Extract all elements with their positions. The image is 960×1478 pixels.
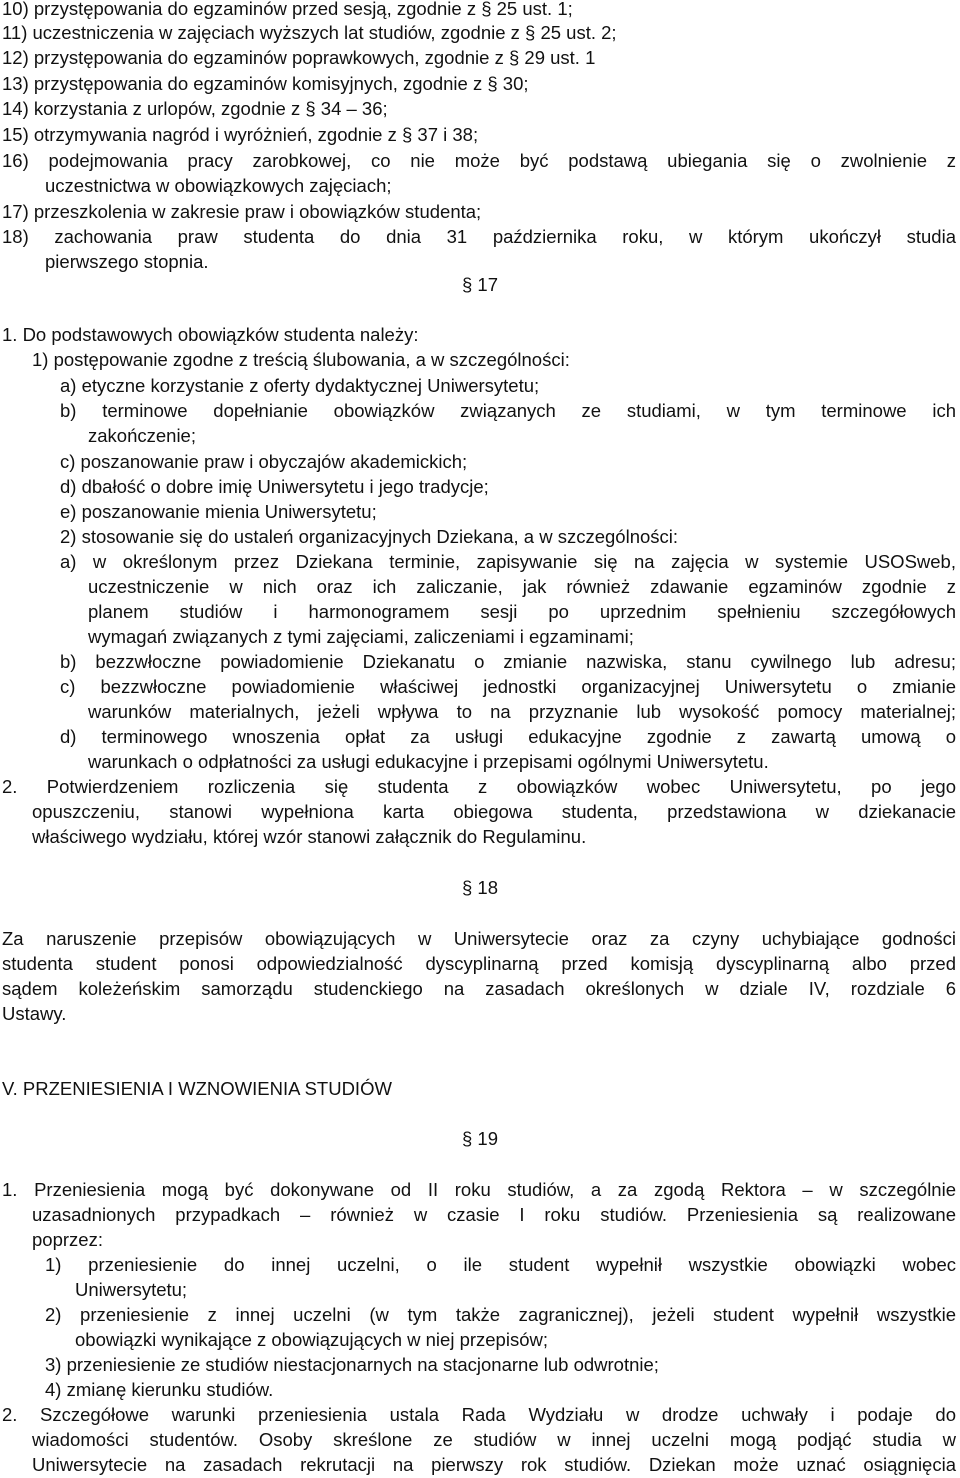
- paragraph-19-1-cont: uzasadnionych przypadkach – również w czasie I roku studiów. Przeniesienia są realizowane: [32, 1204, 956, 1225]
- list-item-2c-cont: warunków materialnych, jeżeli wpływa to na przyznanie lub wysokość pomocy materialnej;: [88, 701, 956, 722]
- list-item-11: 11) uczestniczenia w zajęciach wyższych lat studiów, zgodnie z § 25 ust. 2;: [2, 22, 617, 43]
- paragraph-19-2-cont: Uniwersytecie na zasadach rekrutacji na pierwszy rok studiów. Dziekan może uznać osiągnięcia: [32, 1454, 956, 1475]
- paragraph-18-cont: Ustawy.: [2, 1003, 67, 1024]
- paragraph-19-2: 2. Szczegółowe warunki przeniesienia ustala Rada Wydziału w drodze uchwały i podaje do: [2, 1404, 956, 1425]
- section-heading-19: § 19: [461, 1128, 498, 1149]
- list-item-2a-cont: uczestniczenie w nich oraz ich zaliczanie, jak również zdawanie egzaminów zgodnie z: [88, 576, 956, 597]
- list-item-c: c) poszanowanie praw i obyczajów akademickich;: [60, 451, 468, 472]
- list-item-19-2: 2) przeniesienie z innej uczelni (w tym także zagranicznej), jeżeli student wypełnił wszystkie: [45, 1304, 956, 1325]
- paragraph-19-2-cont: wiadomości studentów. Osoby skreślone ze studiów w innej uczelni mogą podjąć studia w: [32, 1429, 956, 1450]
- list-item-2c: c) bezzwłoczne powiadomienie właściwej jednostki organizacyjnej Uniwersytetu o zmianie: [60, 676, 956, 697]
- list-item-d: d) dbałość o dobre imię Uniwersytetu i jego tradycje;: [60, 476, 489, 497]
- list-item-19-3: 3) przeniesienie ze studiów niestacjonarnych na stacjonarne lub odwrotnie;: [45, 1354, 659, 1375]
- list-item-18-cont: pierwszego stopnia.: [45, 251, 209, 272]
- paragraph-2: 2. Potwierdzeniem rozliczenia się studenta z obowiązków wobec Uniwersytetu, po jego: [2, 776, 956, 797]
- list-item-2a: a) w określonym przez Dziekana terminie, zapisywanie się na zajęcia w systemie USOSweb,: [60, 551, 956, 572]
- list-item-2a-cont: planem studiów i harmonogramem sesji po uprzednim spełnieniu szczegółowych: [88, 601, 956, 622]
- paragraph-2-cont: opuszczeniu, stanowi wypełniona karta obiegowa studenta, przedstawiona w dziekanacie: [32, 801, 956, 822]
- list-item-14: 14) korzystania z urlopów, zgodnie z § 34 – 36;: [2, 98, 388, 119]
- list-item-b: b) terminowe dopełnianie obowiązków związanych ze studiami, w tym terminowe ich: [60, 400, 956, 421]
- paragraph-19-1: 1. Przeniesienia mogą być dokonywane od II roku studiów, a za zgodą Rektora – w szczególnie: [2, 1179, 956, 1200]
- paragraph-18-cont: studenta student ponosi odpowiedzialność dyscyplinarną przed komisją dyscyplinarną albo przed: [2, 953, 956, 974]
- list-item-16-cont: uczestnictwa w obowiązkowych zajęciach;: [45, 175, 392, 196]
- paragraph-18-cont: sądem koleżeńskim samorządu studenckiego na zasadach określonych w dziale IV, rozdziale 6: [2, 978, 956, 999]
- list-item-b-cont: zakończenie;: [88, 425, 196, 446]
- list-item-10: 10) przystępowania do egzaminów przed sesją, zgodnie z § 25 ust. 1;: [2, 0, 573, 19]
- list-item-16: 16) podejmowania pracy zarobkowej, co nie może być podstawą ubiegania się o zwolnienie z: [2, 150, 956, 171]
- list-item-17: 17) przeszkolenia w zakresie praw i obowiązków studenta;: [2, 201, 482, 222]
- list-item-2d: d) terminowego wnoszenia opłat za usługi edukacyjne zgodnie z zawartą umową o: [60, 726, 956, 747]
- paragraph-19-1-cont: poprzez:: [32, 1229, 103, 1250]
- list-item-2d-cont: warunkach o odpłatności za usługi edukacyjne i przepisami ogólnymi Uniwersytetu.: [88, 751, 769, 772]
- list-item-18: 18) zachowania praw studenta do dnia 31 października roku, w którym ukończył studia: [2, 226, 956, 247]
- chapter-heading: V. PRZENIESIENIA I WZNOWIENIA STUDIÓW: [2, 1078, 392, 1099]
- list-item-19-4: 4) zmianę kierunku studiów.: [45, 1379, 274, 1400]
- section-heading-18: § 18: [461, 877, 498, 898]
- list-item-a: a) etyczne korzystanie z oferty dydaktycznej Uniwersytetu;: [60, 375, 540, 396]
- list-item-2b: b) bezzwłoczne powiadomienie Dziekanatu o zmianie nazwiska, stanu cywilnego lub adresu;: [60, 651, 956, 672]
- list-item-19-2-cont: obowiązki wynikające z obowiązujących w niej przepisów;: [75, 1329, 548, 1350]
- list-item-2: 2) stosowanie się do ustaleń organizacyjnych Dziekana, a w szczególności:: [60, 526, 679, 547]
- list-item-12: 12) przystępowania do egzaminów poprawkowych, zgodnie z § 29 ust. 1: [2, 47, 596, 68]
- list-item-15: 15) otrzymywania nagród i wyróżnień, zgodnie z § 37 i 38;: [2, 124, 479, 145]
- list-item-2a-cont: wymagań związanych z tymi zajęciami, zaliczeniami i egzaminami;: [88, 626, 634, 647]
- list-item-e: e) poszanowanie mienia Uniwersytetu;: [60, 501, 377, 522]
- paragraph-2-cont: właściwego wydziału, której wzór stanowi załącznik do Regulaminu.: [32, 826, 587, 847]
- list-item-1: 1) postępowanie zgodne z treścią ślubowania, a w szczególności:: [32, 349, 570, 370]
- list-item-19-1-cont: Uniwersytetu;: [75, 1279, 188, 1300]
- list-item-19-1: 1) przeniesienie do innej uczelni, o ile student wypełnił wszystkie obowiązki wobec: [45, 1254, 956, 1275]
- paragraph-18: Za naruszenie przepisów obowiązujących w Uniwersytecie oraz za czyny uchybiające godności: [2, 928, 956, 949]
- paragraph-1: 1. Do podstawowych obowiązków studenta należy:: [2, 324, 419, 345]
- list-item-13: 13) przystępowania do egzaminów komisyjnych, zgodnie z § 30;: [2, 73, 529, 94]
- section-heading-17: § 17: [461, 274, 498, 295]
